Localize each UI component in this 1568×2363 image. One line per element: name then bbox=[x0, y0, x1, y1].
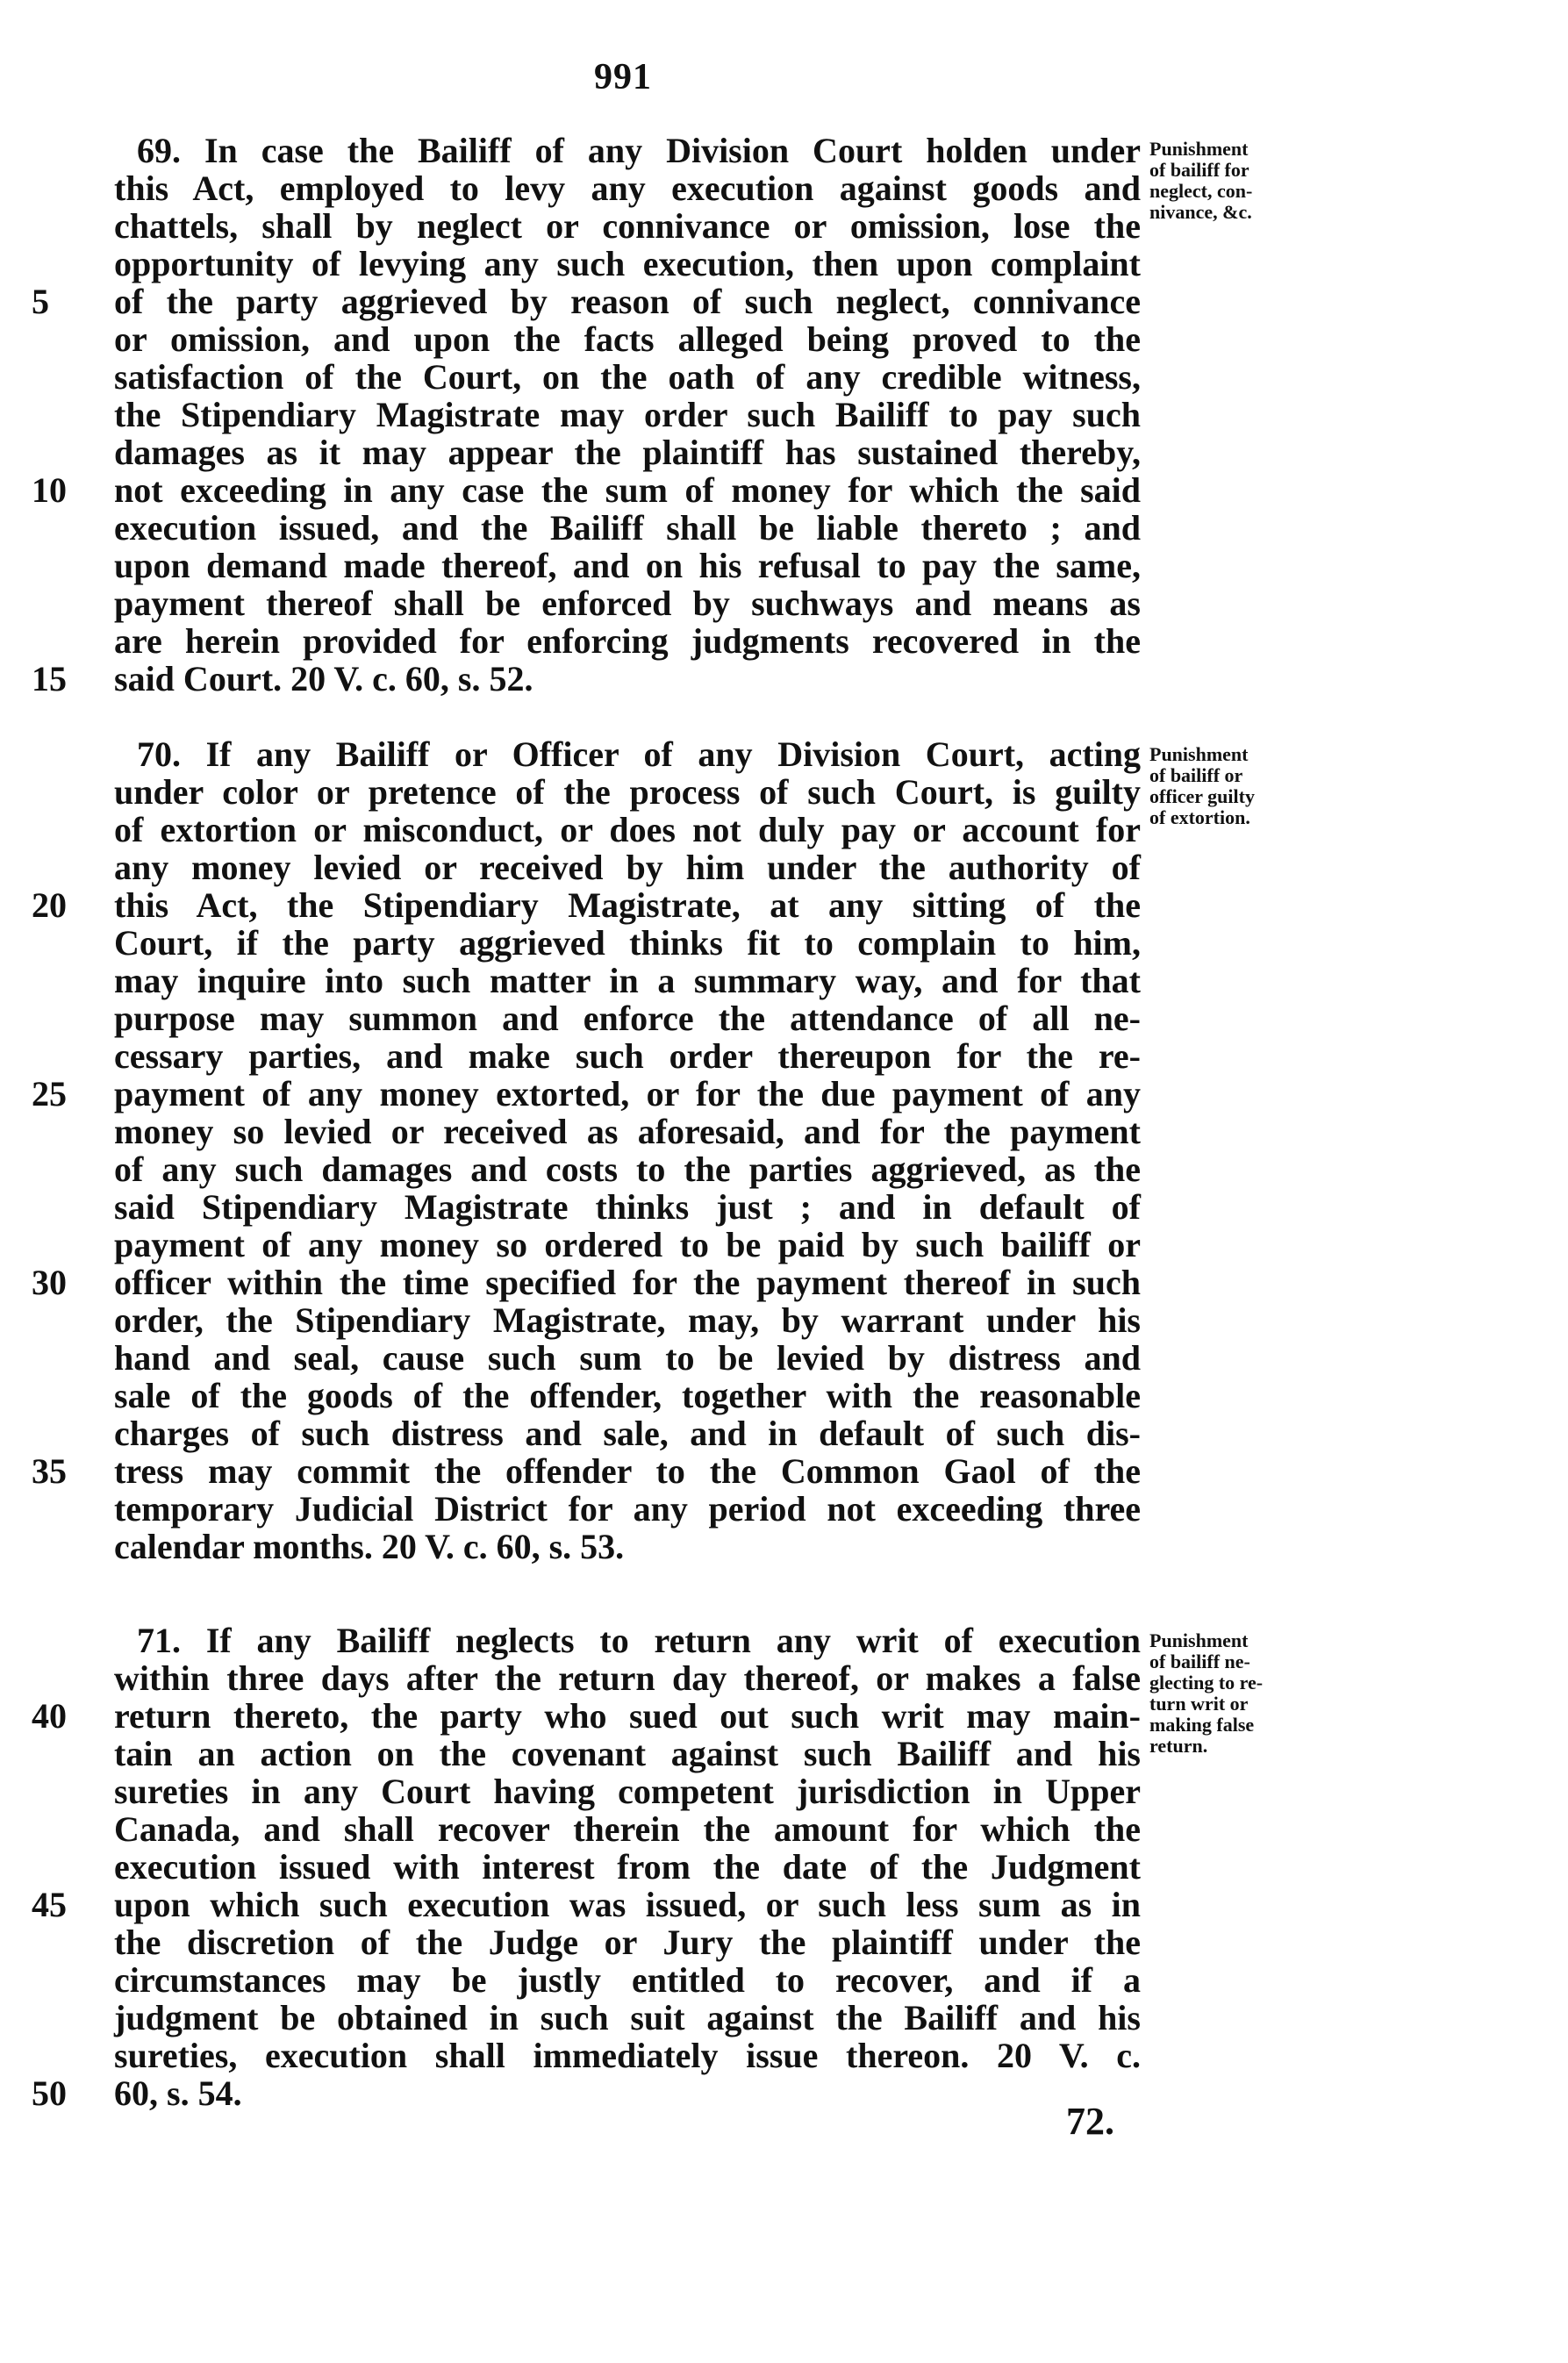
text-line bbox=[114, 1377, 1141, 1414]
line-text: sale of the goods of the offender, together with the reasonable bbox=[114, 1376, 1141, 1415]
margin-note-line: return. bbox=[1149, 1735, 1208, 1757]
line-text: purpose may summon and enforce the attendance of all ne- bbox=[114, 999, 1141, 1038]
text-line bbox=[114, 962, 1141, 999]
line-text: execution issued, and the Bailiff shall be liable thereto ; and bbox=[114, 508, 1141, 548]
margin-note-line: Punishment bbox=[1149, 1629, 1249, 1651]
text-line bbox=[114, 924, 1141, 962]
line-text: tain an action on the covenant against such Bailiff and his bbox=[114, 1734, 1141, 1773]
page-number: 991 bbox=[594, 57, 652, 97]
text-line bbox=[114, 622, 1141, 660]
line-text: Court, if the party aggrieved thinks fit to complain to him, bbox=[114, 923, 1141, 963]
text-line bbox=[114, 320, 1141, 358]
line-text: charges of such distress and sale, and in default of such dis- bbox=[114, 1414, 1141, 1453]
line-text: opportunity of levying any such execution, then upon complaint bbox=[114, 244, 1141, 283]
text-line bbox=[114, 1188, 1141, 1226]
text-line bbox=[32, 1263, 1141, 1302]
line-text: satisfaction of the Court, on the oath of any credible witness, bbox=[114, 357, 1141, 397]
line-text: the Stipendiary Magistrate may order such Bailiff to pay such bbox=[114, 395, 1141, 434]
line-text: return thereto, the party who sued out such writ may main- bbox=[114, 1696, 1141, 1736]
text-line bbox=[32, 1885, 1141, 1924]
line-text: upon which such execution was issued, or such less sum as in bbox=[114, 1885, 1141, 1924]
text-line bbox=[114, 1037, 1141, 1075]
text-line bbox=[114, 1490, 1141, 1528]
text-line bbox=[32, 282, 1141, 321]
text-line bbox=[114, 396, 1141, 433]
margin-note-line: of bailiff or bbox=[1149, 764, 1243, 786]
margin-note-69 bbox=[1149, 139, 1316, 223]
line-number: 20 bbox=[32, 885, 67, 925]
margin-note-line: of extortion. bbox=[1149, 806, 1250, 828]
line-text: circumstances may be justly entitled to recover, and if a bbox=[114, 1960, 1141, 2000]
text-line bbox=[114, 1735, 1141, 1772]
margin-note-70 bbox=[1149, 744, 1316, 828]
text-line bbox=[114, 1999, 1141, 2037]
line-text: calendar months. 20 V. c. 60, s. 53. bbox=[114, 1527, 625, 1566]
text-line bbox=[114, 1848, 1141, 1886]
margin-note-line: turn writ or bbox=[1149, 1693, 1249, 1715]
line-text: officer within the time specified for the payment thereof in such bbox=[114, 1263, 1141, 1302]
text-line bbox=[114, 1528, 1141, 1565]
text-line bbox=[114, 1772, 1141, 1810]
section-number: 71. bbox=[137, 1621, 181, 1660]
line-text: sureties, execution shall immediately issue thereon. 20 V. c. bbox=[114, 2036, 1141, 2075]
text-line bbox=[32, 885, 1141, 925]
line-text: payment thereof shall be enforced by suchways and means as bbox=[114, 584, 1141, 623]
line-text: hand and seal, cause such sum to be levied by distress and bbox=[114, 1338, 1141, 1378]
margin-note-line: Punishment bbox=[1149, 138, 1249, 160]
text-line bbox=[114, 849, 1141, 886]
text-line bbox=[114, 547, 1141, 584]
line-number: 10 bbox=[32, 470, 67, 510]
line-text: this Act, the Stipendiary Magistrate, at any sitting of the bbox=[114, 885, 1141, 925]
line-text: may inquire into such matter in a summary way, and for that bbox=[114, 961, 1141, 1000]
text-line bbox=[114, 773, 1141, 811]
section-71 bbox=[32, 1621, 1141, 2113]
text-line bbox=[114, 509, 1141, 547]
line-text: of extortion or misconduct, or does not duly pay or account for bbox=[114, 810, 1141, 849]
margin-note-line: neglect, con- bbox=[1149, 180, 1253, 202]
text-line bbox=[114, 1659, 1141, 1697]
text-line bbox=[32, 2073, 1141, 2113]
text-line bbox=[114, 433, 1141, 471]
section-69 bbox=[32, 131, 1142, 698]
text-line bbox=[114, 207, 1141, 245]
line-text: within three days after the return day thereof, or makes a false bbox=[114, 1658, 1141, 1698]
margin-note-line: of bailiff for bbox=[1149, 159, 1249, 181]
text-line bbox=[114, 584, 1141, 622]
text-line bbox=[32, 1074, 1141, 1113]
margin-note-line: glecting to re- bbox=[1149, 1672, 1264, 1693]
text-line bbox=[32, 470, 1141, 510]
line-number: 45 bbox=[32, 1885, 67, 1924]
line-text: not exceeding in any case the sum of money for which the said bbox=[114, 470, 1141, 510]
line-text: upon demand made thereof, and on his refusal to pay the same, bbox=[114, 546, 1141, 585]
line-text: sureties in any Court having competent jurisdiction in Upper bbox=[114, 1772, 1141, 1811]
line-number: 35 bbox=[32, 1451, 67, 1491]
line-text: under color or pretence of the process of such Court, is guilty bbox=[114, 772, 1141, 812]
text-line bbox=[32, 1696, 1141, 1736]
line-text: 60, s. 54. bbox=[114, 2073, 242, 2113]
line-text: Canada, and shall recover therein the amount for which the bbox=[114, 1809, 1141, 1849]
text-line bbox=[114, 1622, 1141, 1659]
line-number: 30 bbox=[32, 1263, 67, 1302]
line-number: 50 bbox=[32, 2073, 67, 2113]
margin-note-line: making false bbox=[1149, 1714, 1255, 1736]
line-text: order, the Stipendiary Magistrate, may, by warrant under his bbox=[114, 1300, 1141, 1340]
text-line bbox=[114, 735, 1141, 773]
line-number: 5 bbox=[32, 282, 49, 321]
line-text: payment of any money so ordered to be paid by such bailiff or bbox=[114, 1225, 1141, 1264]
text-line bbox=[114, 169, 1141, 207]
line-number: 15 bbox=[32, 659, 67, 698]
line-text: In case the Bailiff of any Division Court holden under bbox=[204, 131, 1142, 170]
line-text: If any Bailiff or Officer of any Division Court, acting bbox=[205, 734, 1142, 774]
text-line bbox=[114, 2037, 1141, 2074]
line-text: payment of any money extorted, or for the due payment of any bbox=[114, 1074, 1141, 1113]
line-text: If any Bailiff neglects to return any writ of execution bbox=[205, 1621, 1141, 1660]
line-text: execution issued with interest from the date of the Judgment bbox=[114, 1847, 1141, 1887]
line-text: chattels, shall by neglect or connivance or omission, lose the bbox=[114, 206, 1141, 246]
line-number: 25 bbox=[32, 1074, 67, 1113]
line-text: cessary parties, and make such order thereupon for the re- bbox=[114, 1036, 1141, 1076]
line-text: of any such damages and costs to the parties aggrieved, as the bbox=[114, 1149, 1141, 1189]
line-number: 40 bbox=[32, 1696, 67, 1736]
line-text: temporary Judicial District for any period not exceeding three bbox=[114, 1489, 1141, 1529]
margin-note-line: of bailiff ne- bbox=[1149, 1651, 1250, 1672]
text-line bbox=[114, 811, 1141, 849]
line-text: said Stipendiary Magistrate thinks just ; and in default of bbox=[114, 1187, 1141, 1227]
catchword: 72. bbox=[1066, 2100, 1114, 2143]
text-line bbox=[114, 999, 1141, 1037]
line-text: are herein provided for enforcing judgments recovered in the bbox=[114, 621, 1141, 661]
line-text: any money levied or received by him under the authority of bbox=[114, 848, 1141, 887]
text-line bbox=[32, 1451, 1141, 1491]
margin-note-line: Punishment bbox=[1149, 743, 1249, 765]
line-text: this Act, employed to levy any execution against goods and bbox=[114, 168, 1141, 208]
line-text: or omission, and upon the facts alleged being proved to the bbox=[114, 319, 1141, 359]
section-number: 70. bbox=[137, 734, 181, 774]
text-line bbox=[114, 1301, 1141, 1339]
line-text: of the party aggrieved by reason of such neglect, connivance bbox=[114, 282, 1141, 321]
line-text: judgment be obtained in such suit against the Bailiff and his bbox=[114, 1998, 1141, 2037]
text-line bbox=[114, 1226, 1141, 1264]
text-line bbox=[114, 245, 1141, 283]
section-70 bbox=[32, 734, 1142, 1566]
text-line bbox=[114, 1414, 1141, 1452]
margin-note-line: officer guilty bbox=[1149, 785, 1255, 807]
text-line bbox=[114, 1113, 1141, 1150]
text-line bbox=[114, 1150, 1141, 1188]
margin-note-line: nivance, &c. bbox=[1149, 201, 1252, 223]
section-number: 69. bbox=[137, 131, 181, 170]
line-text: money so levied or received as aforesaid, and for the payment bbox=[114, 1112, 1141, 1151]
line-text: tress may commit the offender to the Common Gaol of the bbox=[114, 1451, 1141, 1491]
text-line bbox=[114, 132, 1141, 169]
text-line bbox=[114, 358, 1141, 396]
text-line bbox=[114, 1810, 1141, 1848]
text-line bbox=[114, 1923, 1141, 1961]
line-text: the discretion of the Judge or Jury the plaintiff under the bbox=[114, 1923, 1141, 1962]
text-line bbox=[114, 1339, 1141, 1377]
text-line bbox=[32, 659, 1141, 698]
text-line bbox=[114, 1961, 1141, 1999]
line-text: damages as it may appear the plaintiff has sustained thereby, bbox=[114, 433, 1141, 472]
line-text: said Court. 20 V. c. 60, s. 52. bbox=[114, 659, 533, 698]
margin-note-71 bbox=[1149, 1630, 1316, 1757]
